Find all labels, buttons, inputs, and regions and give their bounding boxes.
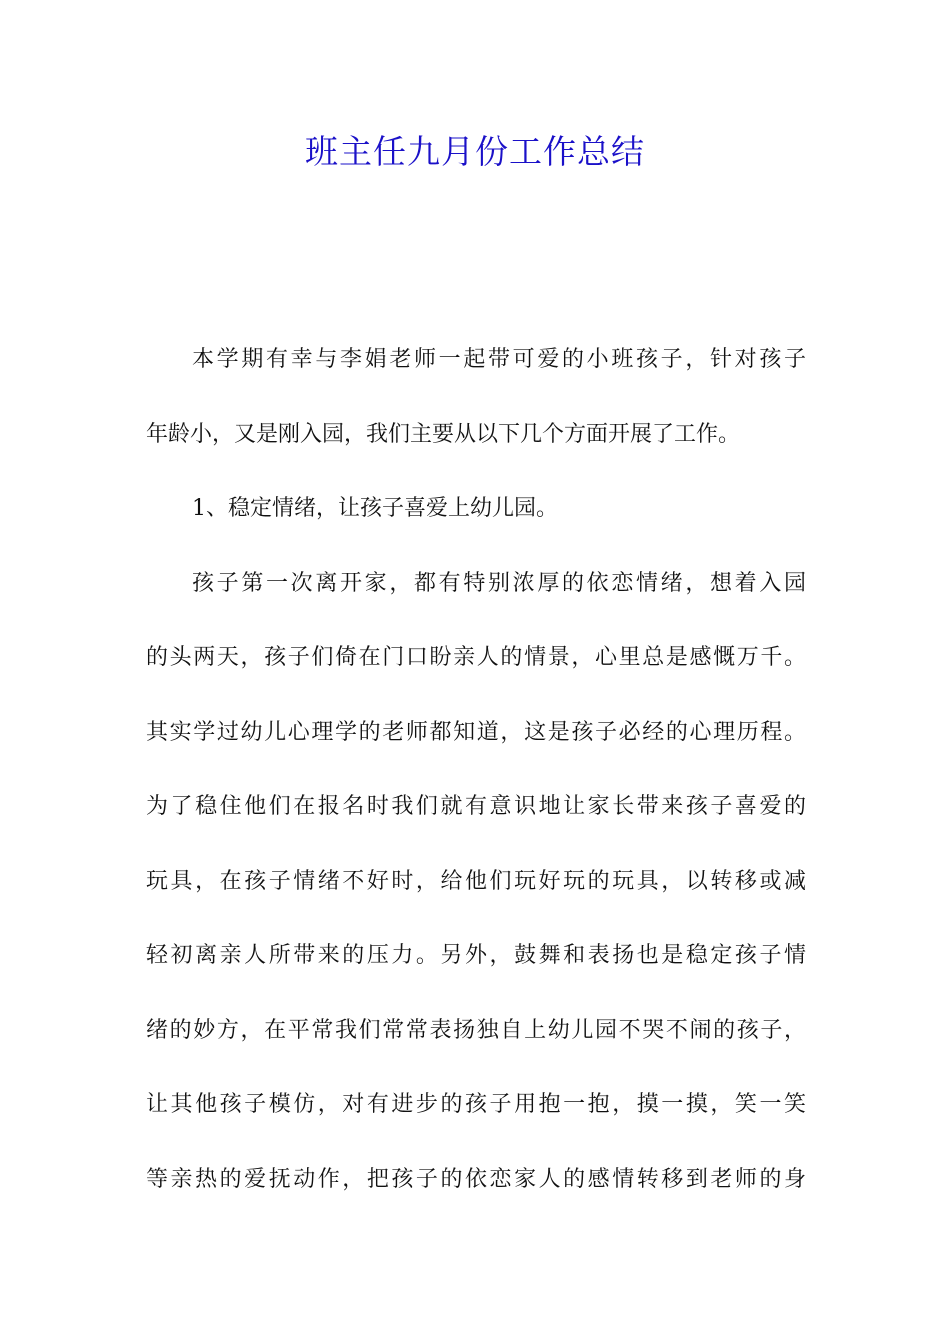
section-heading: 1、稳定情绪，让孩子喜爱上幼儿园。 [192, 496, 558, 521]
paragraph-line: 玩具，在孩子情绪不好时，给他们玩好玩的玩具，以转移或减 [146, 868, 806, 894]
document-body [146, 336, 806, 1230]
paragraph-line: 让其他孩子模仿，对有进步的孩子用抱一抱，摸一摸，笑一笑 [146, 1092, 806, 1117]
paragraph-line: 等亲热的爱抚动作，把孩子的依恋家人的感情转移到老师的身 [146, 1166, 806, 1192]
paragraph-line: 年龄小，又是刚入园，我们主要从以下几个方面开展了工作。 [146, 421, 741, 447]
paragraph-line: 其实学过幼儿心理学的老师都知道，这是孩子必经的心理历程。 [146, 719, 806, 745]
paragraph-line: 本学期有幸与李娟老师一起带可爱的小班孩子，针对孩子 [192, 347, 806, 372]
paragraph-line: 绪的妙方，在平常我们常常表扬独自上幼儿园不哭不闹的孩子， [146, 1017, 806, 1043]
paragraph-line: 孩子第一次离开家，都有特别浓厚的依恋情绪，想着入园 [192, 570, 806, 596]
paragraph-line: 的头两天，孩子们倚在门口盼亲人的情景，心里总是感慨万千。 [146, 645, 806, 670]
paragraph-line: 为了稳住他们在报名时我们就有意识地让家长带来孩子喜爱的 [146, 794, 806, 819]
paragraph-line: 轻初离亲人所带来的压力。另外，鼓舞和表扬也是稳定孩子情 [146, 943, 806, 968]
document-title: 班主任九月份工作总结 [305, 132, 645, 171]
